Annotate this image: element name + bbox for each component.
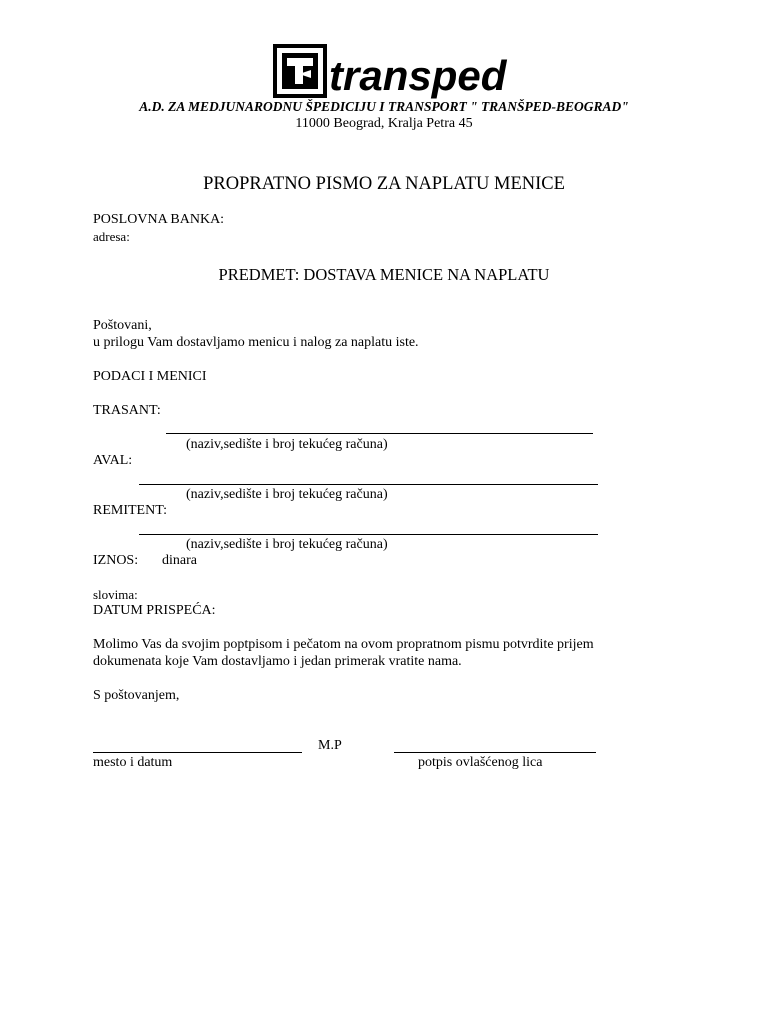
datum-prispeca-label: DATUM PRISPEĆA: xyxy=(93,603,216,618)
request-line-2: dokumenata koje Vam dostavljamo i jedan primerak vratite nama. xyxy=(93,654,462,669)
aval-line[interactable] xyxy=(139,484,598,485)
trasant-hint: (naziv,sedište i broj tekućeg računa) xyxy=(186,437,388,452)
logo-wordmark: transped xyxy=(329,52,507,99)
trasant-line[interactable] xyxy=(166,433,593,434)
greeting: Poštovani, xyxy=(93,318,152,333)
stamp-label: M.P xyxy=(318,738,342,753)
remitent-hint: (naziv,sedište i broj tekućeg računa) xyxy=(186,537,388,552)
slovima-label: slovima: xyxy=(93,587,138,602)
iznos-label: IZNOS: xyxy=(93,553,139,568)
closing: S poštovanjem, xyxy=(93,688,180,703)
signature-label: potpis ovlašćenog lica xyxy=(418,755,543,770)
section-heading: PODACI I MENICI xyxy=(93,369,207,384)
place-date-line[interactable] xyxy=(93,752,302,753)
bank-label: POSLOVNA BANKA: xyxy=(93,212,225,227)
remitent-label: REMITENT: xyxy=(93,503,167,518)
company-address: 11000 Beograd, Kralja Petra 45 xyxy=(295,116,473,131)
intro-text: u prilogu Vam dostavljamo menicu i nalog za naplatu iste. xyxy=(93,335,419,350)
company-name: A.D. ZA MEDJUNARODNU ŠPEDICIJU I TRANSPORT " TRANŠPED-BEOGRAD" xyxy=(139,99,629,114)
bank-address-label: adresa: xyxy=(93,229,130,244)
signature-line[interactable] xyxy=(394,752,596,753)
document-title: PROPRATNO PISMO ZA NAPLATU MENICE xyxy=(203,174,565,194)
trasant-label: TRASANT: xyxy=(93,403,161,418)
remitent-line[interactable] xyxy=(139,534,598,535)
transped-logo xyxy=(273,44,513,100)
place-date-label: mesto i datum xyxy=(93,755,173,770)
request-line-1: Molimo Vas da svojim poptpisom i pečatom na ovom propratnom pismu potvrdite prijem xyxy=(93,637,594,652)
aval-hint: (naziv,sedište i broj tekućeg računa) xyxy=(186,487,388,502)
subject-line: PREDMET: DOSTAVA MENICE NA NAPLATU xyxy=(218,265,550,284)
dinara-label: dinara xyxy=(162,553,197,568)
aval-label: AVAL: xyxy=(93,453,133,468)
